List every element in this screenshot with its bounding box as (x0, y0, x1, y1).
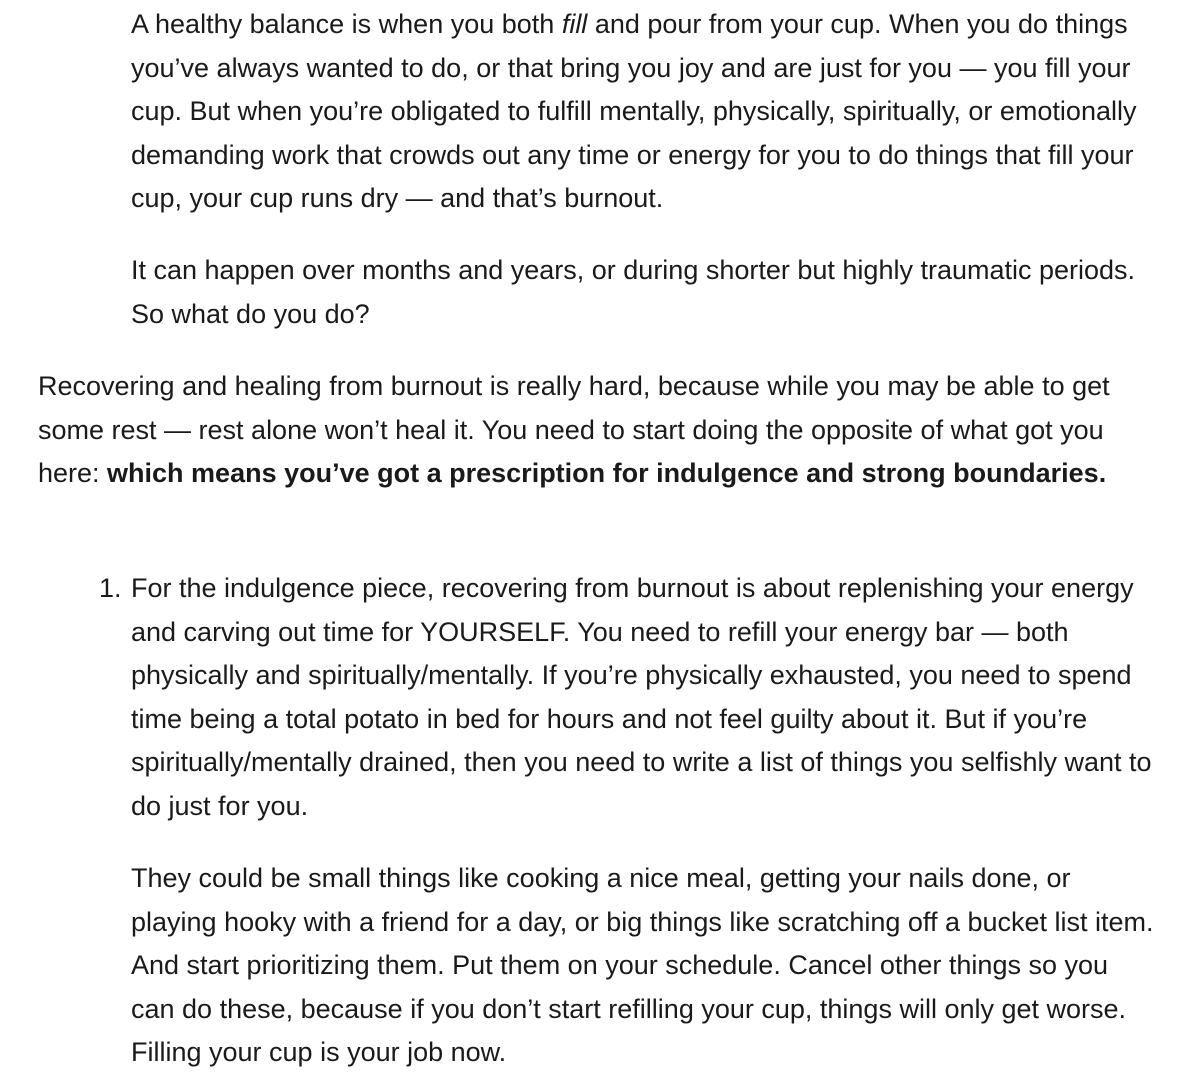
paragraph-small-things: They could be small things like cooking a nice meal, getting your nails done, or playing hooky with a friend for a day, or big things like scratching off a bucket list item. And start prioritizing them. Put them on your schedule. Cancel other things so you can do these, because if you don’t start refilling your cup, things will only get worse. Filling your cup is your job now. (131, 863, 1154, 1067)
list-item-number: 1. (99, 573, 122, 603)
recovering-text: Recovering and healing from burnout is really hard, because while you may be able to get some rest — rest alone won’t heal it. You need to start doing the opposite of what got you here: (38, 371, 1110, 488)
balance-text-end: and pour from your cup. When you do things you’ve always wanted to do, or that bring you joy and are just for you — you fill your cup. But when you’re obligated to fulfill mentally, physically, spiritually, or emotionally demanding work that crowds out any time or energy for you to do things that fill your cup, your cup runs dry — and that’s burnout. (131, 9, 1137, 213)
recovering-bold-text: which means you’ve got a prescription for indulgence and strong boundaries. (107, 458, 1107, 488)
paragraph-can-happen: It can happen over months and years, or during shorter but highly traumatic periods. So what do you do? (131, 255, 1136, 329)
list-item-text: For the indulgence piece, recovering from burnout is about replenishing your energy and carving out time for YOURSELF. You need to refill your energy bar — both physically and spiritually/mentally. If you’re physically exhausted, you need to spend time being a total potato in bed for hours and not feel guilty about it. But if you’re spiritually/mentally drained, then you need to write a list of things you selfishly want to do just for you. (131, 573, 1152, 821)
paragraph-healthy-balance (131, 3, 1156, 221)
balance-text-emphasis: fill (561, 9, 588, 39)
balance-text-start: A healthy balance is when you both (131, 9, 562, 39)
paragraph-recovering (38, 365, 1163, 496)
